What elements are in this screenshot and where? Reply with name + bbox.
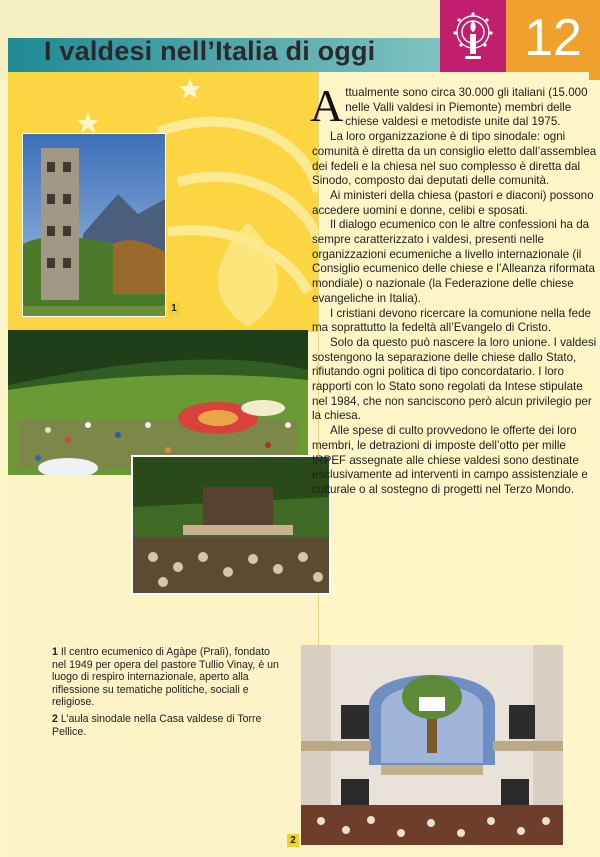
article-paragraph: Attualmente sono circa 30.000 gli italiani (15.000 nelle Valli valdesi in Piemonte) membri delle chiese valdesi e metodiste unite dal 1975. — [310, 80, 588, 131]
tower-photo — [22, 133, 166, 317]
synod-hall-photo — [301, 645, 563, 845]
article-paragraph: I cristiani devono ricercare la comunione nella fede ma soprattutto la fedeltà all’Evangelo di Cristo. — [312, 306, 592, 335]
page-number: 12 — [524, 9, 582, 67]
waldensian-logo-box — [440, 0, 506, 80]
page-title: I valdesi nell’Italia di oggi — [44, 36, 376, 66]
article-paragraph: Il dialogo ecumenico con le altre confessioni ha da sempre caratterizzato i valdesi, presenti nelle organizzazioni ecumeniche a livello internazionale (il Consiglio ecumenico delle chiese e l’Alleanza riformata mondiale) o nazionale (la Federazione delle chiese evangeliche in Italia). — [312, 218, 595, 305]
page-header — [0, 0, 600, 80]
article-paragraph: Ai ministeri della chiesa (pastori e diaconi) possono accedere uomini e donne, celibi e sposati. — [312, 188, 594, 217]
caption-2: 2 L’aula sinodale nella Casa valdese di Torre Pellice. — [52, 712, 262, 738]
photo-badge-2: 2 — [287, 834, 299, 847]
photo-captions — [52, 646, 282, 742]
drop-cap: A — [310, 80, 344, 131]
candle-logo-icon — [440, 0, 506, 80]
outdoor-stage-photo — [131, 455, 331, 595]
crowd-meadow-photo — [8, 330, 308, 475]
caption-1: 1 Il centro ecumenico di Agàpe (Pralì), fondato nel 1949 per opera del pastore Tullio Vinay, è un luogo di respiro internazionale, aperto alla riflessione su tematiche politiche, sociali e religiose. — [52, 646, 279, 709]
article-paragraph: Alle spese di culto provvedono le offerte dei loro membri, le detrazioni di imposte dell’otto per mille IRPEF assegnate alle chiese valdesi sono destinate esclusivamente ad interventi in campo assistenziale e culturale o al sostegno di progetti nel Terzo Mondo. — [312, 424, 588, 496]
article-paragraph: La loro organizzazione è di tipo sinodale: ogni comunità è diretta da un consiglio eletto dall’assemblea dei fedeli e la chiesa nel suo complesso è diretta dal Sinodo, composto dai deputati delle comunità. — [312, 130, 597, 188]
page-number-box — [506, 0, 600, 80]
article-body — [310, 80, 598, 498]
article-paragraph: Solo da questo può nascere la loro unione. I valdesi sostengono la separazione delle chiese dallo Stato, rifiutando ogni politica di tipo concordatario. I loro rapporti con lo Stato sono regolati da Intese stipulate nel 1984, che non sanciscono però alcun privilegio per la chiesa. — [312, 335, 597, 423]
photo-badge-1: 1 — [168, 302, 180, 315]
